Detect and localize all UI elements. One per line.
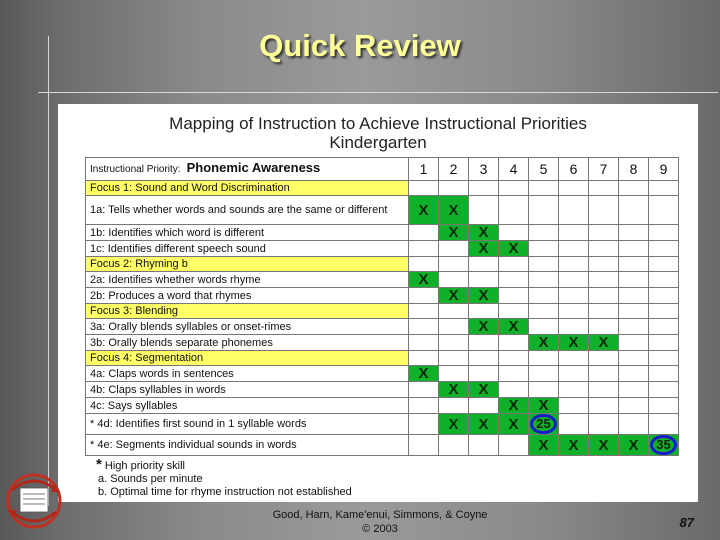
x-mark: X <box>478 381 489 398</box>
mark-cell <box>439 257 469 272</box>
mark-cell <box>559 272 589 288</box>
credit-line <box>0 508 720 536</box>
focus-label: Focus 4: Segmentation <box>86 351 409 366</box>
mark-cell <box>559 435 589 456</box>
x-mark: X <box>478 240 489 257</box>
mark-cell <box>619 398 649 414</box>
mark-cell <box>619 335 649 351</box>
mark-cell <box>529 257 559 272</box>
mark-cell <box>589 257 619 272</box>
mark-cell <box>589 272 619 288</box>
mark-cell <box>409 366 439 382</box>
skill-row <box>86 241 679 257</box>
mark-cell <box>559 225 589 241</box>
mark-cell <box>499 272 529 288</box>
mark-cell <box>559 335 589 351</box>
mark-cell <box>619 382 649 398</box>
column-header: 7 <box>589 158 619 181</box>
slide-title: Quick Review <box>259 28 461 63</box>
mark-cell <box>469 414 499 435</box>
mark-cell <box>409 181 439 196</box>
mark-cell <box>529 366 559 382</box>
mark-cell <box>529 225 559 241</box>
mark-cell <box>529 181 559 196</box>
mark-cell <box>649 181 679 196</box>
mark-cell <box>619 304 649 319</box>
column-header: 6 <box>559 158 589 181</box>
mark-cell <box>589 196 619 225</box>
column-header: 4 <box>499 158 529 181</box>
mark-cell <box>559 351 589 366</box>
mark-cell <box>499 196 529 225</box>
mark-cell <box>439 435 469 456</box>
x-mark: X <box>448 224 459 241</box>
mark-cell <box>559 382 589 398</box>
credit-year: © 2003 <box>362 523 398 535</box>
mark-cell <box>559 414 589 435</box>
mark-cell <box>649 414 679 435</box>
note-a: a. Sounds per minute <box>98 473 203 485</box>
mark-cell <box>589 435 619 456</box>
asterisk-marker: * <box>96 456 102 473</box>
mark-cell <box>649 288 679 304</box>
mark-cell <box>559 181 589 196</box>
mark-cell <box>439 304 469 319</box>
mark-cell <box>439 335 469 351</box>
column-header: 8 <box>619 158 649 181</box>
focus-row <box>86 257 679 272</box>
mark-cell <box>649 335 679 351</box>
mark-cell <box>529 241 559 257</box>
priority-value: Phonemic Awareness <box>186 160 321 175</box>
mark-cell <box>559 319 589 335</box>
mark-cell <box>619 435 649 456</box>
mark-cell <box>649 257 679 272</box>
mark-cell <box>649 272 679 288</box>
mark-cell <box>409 319 439 335</box>
mark-cell <box>499 366 529 382</box>
skill-label: 1b: Identifies which word is different <box>86 225 409 241</box>
priority-label: Instructional Priority: <box>90 164 181 175</box>
credit-authors: Good, Harn, Kame'enui, Simmons, & Coyne <box>272 509 488 521</box>
mark-cell <box>649 398 679 414</box>
mark-cell <box>409 304 439 319</box>
mark-cell <box>469 351 499 366</box>
mark-cell <box>589 304 619 319</box>
mark-cell <box>589 414 619 435</box>
x-mark: X <box>448 415 459 433</box>
x-mark: X <box>598 334 609 351</box>
mark-cell <box>469 241 499 257</box>
mark-cell <box>409 288 439 304</box>
skill-row <box>86 382 679 398</box>
mark-cell <box>649 382 679 398</box>
figure-title: Mapping of Instruction to Achieve Instructional Priorities <box>169 114 587 133</box>
mark-cell <box>649 225 679 241</box>
x-mark: X <box>448 381 459 398</box>
mark-cell <box>469 304 499 319</box>
page-number: 87 <box>679 515 694 530</box>
mark-cell <box>649 366 679 382</box>
mark-cell <box>439 241 469 257</box>
mark-cell <box>619 272 649 288</box>
mark-cell <box>529 351 559 366</box>
mark-cell <box>469 435 499 456</box>
mark-cell <box>409 335 439 351</box>
mark-cell <box>439 196 469 225</box>
x-mark: X <box>538 436 549 454</box>
mark-cell <box>409 257 439 272</box>
skill-label: * 4e: Segments individual sounds in words <box>86 435 409 456</box>
skill-row <box>86 196 679 225</box>
column-header: 9 <box>649 158 679 181</box>
skill-row <box>86 272 679 288</box>
mark-cell <box>529 382 559 398</box>
x-mark: X <box>478 224 489 241</box>
mark-cell <box>499 335 529 351</box>
note-b: b. Optimal time for rhyme instruction not established <box>98 486 352 498</box>
x-mark: X <box>478 287 489 304</box>
mark-cell <box>589 319 619 335</box>
mark-cell <box>469 382 499 398</box>
mark-cell <box>469 257 499 272</box>
x-mark: X <box>418 201 429 219</box>
mark-cell <box>499 319 529 335</box>
mark-cell <box>439 398 469 414</box>
mark-cell <box>409 351 439 366</box>
x-mark: X <box>538 334 549 351</box>
priority-cell <box>86 158 409 181</box>
mark-cell <box>499 435 529 456</box>
mark-cell <box>499 288 529 304</box>
mark-cell <box>469 196 499 225</box>
mark-cell <box>469 319 499 335</box>
x-mark: X <box>418 271 429 288</box>
mark-cell <box>619 225 649 241</box>
mark-cell <box>499 351 529 366</box>
mark-cell <box>559 288 589 304</box>
mark-cell <box>409 272 439 288</box>
x-mark: X <box>598 436 609 454</box>
mapping-table <box>85 157 679 456</box>
mark-cell <box>589 335 619 351</box>
mark-cell <box>409 398 439 414</box>
mark-cell <box>499 225 529 241</box>
mark-cell <box>529 435 559 456</box>
mark-cell <box>409 435 439 456</box>
mark-cell <box>409 241 439 257</box>
mark-cell <box>529 398 559 414</box>
decorative-horizontal-line <box>38 92 718 93</box>
mark-cell <box>589 225 619 241</box>
mark-cell <box>529 414 559 435</box>
skill-label: 1a: Tells whether words and sounds are the same or different <box>86 196 409 225</box>
mark-cell <box>619 319 649 335</box>
mark-cell <box>409 414 439 435</box>
mark-cell <box>469 181 499 196</box>
mark-cell <box>439 366 469 382</box>
mark-cell <box>649 319 679 335</box>
mark-cell <box>439 382 469 398</box>
mark-cell <box>559 304 589 319</box>
mark-cell <box>589 241 619 257</box>
skill-label: 4b: Claps syllables in words <box>86 382 409 398</box>
mark-cell <box>499 257 529 272</box>
x-mark: X <box>448 201 459 219</box>
column-header: 1 <box>409 158 439 181</box>
mark-cell <box>619 414 649 435</box>
x-mark: X <box>568 436 579 454</box>
skill-label: 1c: Identifies different speech sound <box>86 241 409 257</box>
mark-cell <box>619 257 649 272</box>
mark-cell <box>649 241 679 257</box>
focus-label: Focus 2: Rhyming b <box>86 257 409 272</box>
mark-cell <box>559 398 589 414</box>
skill-row <box>86 366 679 382</box>
column-header: 2 <box>439 158 469 181</box>
decorative-vertical-line <box>48 36 49 506</box>
mark-cell <box>529 319 559 335</box>
skill-row <box>86 398 679 414</box>
skill-label: 2b: Produces a word that rhymes <box>86 288 409 304</box>
mark-cell <box>589 382 619 398</box>
skill-label: * 4d: Identifies first sound in 1 syllable words <box>86 414 409 435</box>
skill-row <box>86 225 679 241</box>
skill-label: 2a: Identifies whether words rhyme <box>86 272 409 288</box>
mark-cell <box>499 304 529 319</box>
x-mark: X <box>418 365 429 382</box>
mark-cell <box>559 257 589 272</box>
skill-label: 3a: Orally blends syllables or onset-rimes <box>86 319 409 335</box>
skill-label: 4c: Says syllables <box>86 398 409 414</box>
mark-cell <box>589 398 619 414</box>
mark-cell <box>439 351 469 366</box>
mark-cell <box>469 398 499 414</box>
embedded-figure <box>58 104 698 502</box>
mark-cell <box>529 196 559 225</box>
mark-cell <box>499 241 529 257</box>
mark-cell <box>529 272 559 288</box>
mark-cell <box>619 288 649 304</box>
mark-cell <box>499 398 529 414</box>
mark-cell <box>469 335 499 351</box>
x-mark: X <box>508 318 519 335</box>
rate-value: 25 <box>530 414 556 434</box>
x-mark: X <box>628 436 639 454</box>
mark-cell <box>619 181 649 196</box>
skill-row <box>86 288 679 304</box>
mark-cell <box>649 435 679 456</box>
mark-cell <box>499 382 529 398</box>
mark-cell <box>409 225 439 241</box>
rate-value: 35 <box>650 435 676 455</box>
mark-cell <box>439 272 469 288</box>
mark-cell <box>589 351 619 366</box>
x-mark: X <box>478 415 489 433</box>
mark-cell <box>469 272 499 288</box>
x-mark: X <box>538 397 549 414</box>
skill-row <box>86 335 679 351</box>
skill-row <box>86 414 679 435</box>
table-header-row <box>86 158 679 181</box>
mark-cell <box>649 196 679 225</box>
column-header: 5 <box>529 158 559 181</box>
mark-cell <box>589 366 619 382</box>
mark-cell <box>559 196 589 225</box>
mark-cell <box>439 181 469 196</box>
mark-cell <box>589 288 619 304</box>
mark-cell <box>499 181 529 196</box>
note-high-priority <box>96 458 352 473</box>
mark-cell <box>529 288 559 304</box>
mark-cell <box>649 351 679 366</box>
mark-cell <box>559 366 589 382</box>
mark-cell <box>559 241 589 257</box>
mark-cell <box>529 304 559 319</box>
skill-label: 3b: Orally blends separate phonemes <box>86 335 409 351</box>
mark-cell <box>409 196 439 225</box>
skill-row <box>86 435 679 456</box>
mark-cell <box>529 335 559 351</box>
mark-cell <box>619 351 649 366</box>
focus-label: Focus 3: Blending <box>86 304 409 319</box>
mark-cell <box>499 414 529 435</box>
focus-row <box>86 351 679 366</box>
focus-row <box>86 304 679 319</box>
focus-label: Focus 1: Sound and Word Discrimination <box>86 181 409 196</box>
mark-cell <box>619 366 649 382</box>
mark-cell <box>439 319 469 335</box>
mark-cell <box>409 382 439 398</box>
column-header: 3 <box>469 158 499 181</box>
x-mark: X <box>478 318 489 335</box>
mark-cell <box>439 414 469 435</box>
notes-block <box>96 458 352 499</box>
mark-cell <box>619 196 649 225</box>
figure-subtitle: Kindergarten <box>329 133 427 152</box>
x-mark: X <box>448 287 459 304</box>
skill-label: 4a: Claps words in sentences <box>86 366 409 382</box>
mark-cell <box>439 288 469 304</box>
mark-cell <box>469 366 499 382</box>
mark-cell <box>589 181 619 196</box>
mark-cell <box>619 241 649 257</box>
x-mark: X <box>508 415 519 433</box>
mark-cell <box>439 225 469 241</box>
note-high-priority-text: High priority skill <box>104 460 185 472</box>
mark-cell <box>469 225 499 241</box>
x-mark: X <box>568 334 579 351</box>
x-mark: X <box>508 397 519 414</box>
x-mark: X <box>508 240 519 257</box>
mark-cell <box>469 288 499 304</box>
skill-row <box>86 319 679 335</box>
mark-cell <box>649 304 679 319</box>
focus-row <box>86 181 679 196</box>
